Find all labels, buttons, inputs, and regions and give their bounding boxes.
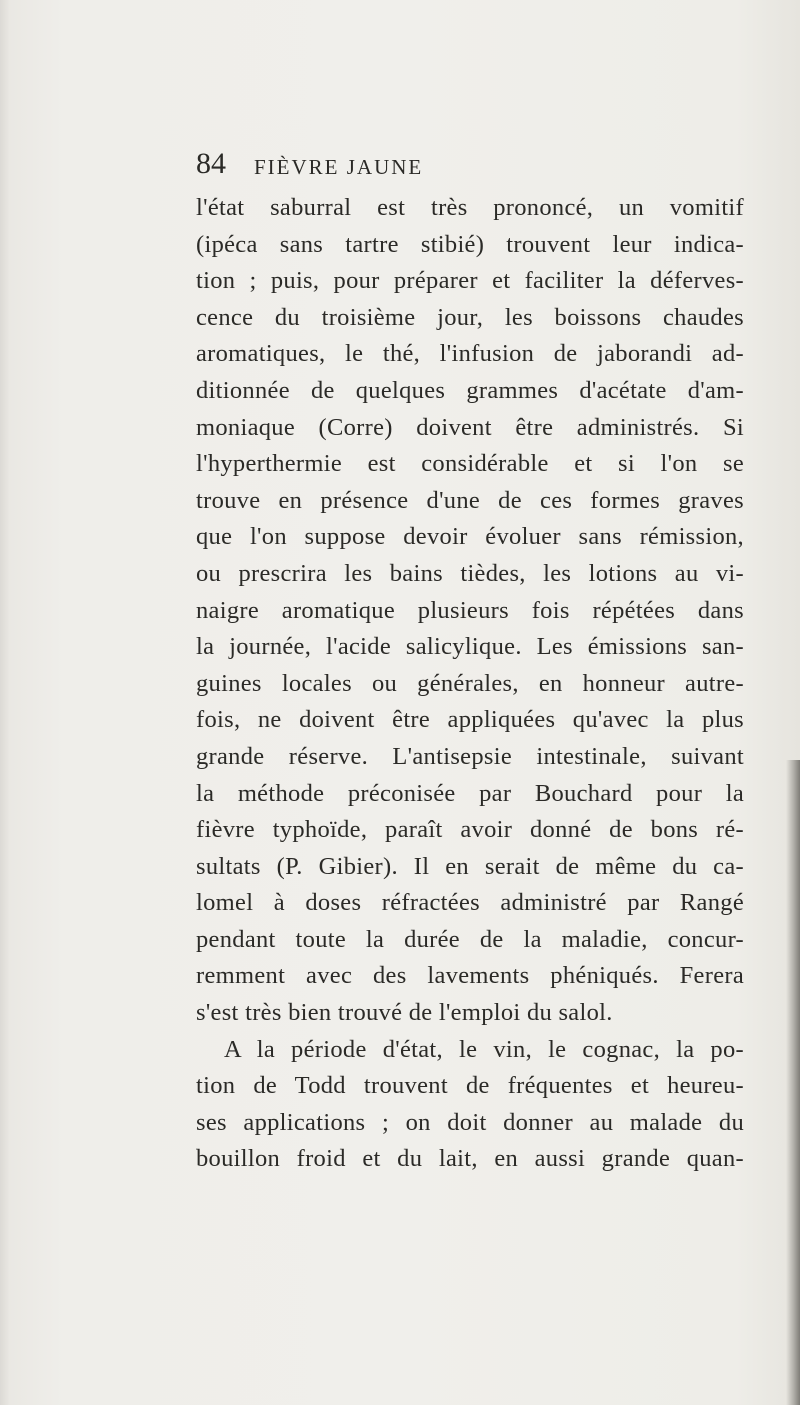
text-line: ses applications ; on doit donner au malade du: [196, 1108, 744, 1136]
text-line: s'est très bien trouvé de l'emploi du salol.: [196, 999, 613, 1027]
body-text: [196, 190, 744, 1178]
page-right-shadow: [786, 760, 800, 1405]
page-left-shadow: [0, 0, 10, 1405]
text-line: moniaque (Corre) doivent être administrés. Si: [196, 413, 744, 441]
text-line: ditionnée de quelques grammes d'acétate d'am-: [196, 376, 744, 404]
text-line: sultats (P. Gibier). Il en serait de même du ca-: [196, 852, 744, 880]
text-line: fièvre typhoïde, paraît avoir donné de bons ré-: [196, 816, 744, 844]
text-line: aromatiques, le thé, l'infusion de jaborandi ad-: [196, 340, 744, 368]
text-line: naigre aromatique plusieurs fois répétées dans: [196, 596, 744, 624]
page-number: 84: [196, 147, 226, 180]
text-line: lomel à doses réfractées administré par Rangé: [196, 889, 744, 917]
text-line: grande réserve. L'antisepsie intestinale, suivant: [196, 742, 744, 770]
text-line: tion de Todd trouvent de fréquentes et heureu-: [196, 1072, 744, 1100]
text-line: tion ; puis, pour préparer et faciliter la déferves-: [196, 267, 744, 295]
text-line: (ipéca sans tartre stibié) trouvent leur indica-: [196, 230, 744, 258]
text-line: fois, ne doivent être appliquées qu'avec la plus: [196, 706, 744, 734]
text-line: trouve en présence d'une de ces formes graves: [196, 486, 744, 514]
page-header: [196, 144, 616, 184]
text-line: la méthode préconisée par Bouchard pour la: [196, 779, 744, 807]
text-line: bouillon froid et du lait, en aussi grande quan-: [196, 1145, 744, 1173]
text-line: l'état saburral est très prononcé, un vomitif: [196, 194, 744, 221]
text-line: l'hyperthermie est considérable et si l'on se: [196, 450, 744, 478]
text-line: guines locales ou générales, en honneur autre-: [196, 669, 744, 697]
text-line: que l'on suppose devoir évoluer sans rémission,: [196, 523, 744, 551]
text-line: la journée, l'acide salicylique. Les émissions san-: [196, 633, 744, 661]
text-line: pendant toute la durée de la maladie, concur-: [196, 925, 744, 953]
text-line: A la période d'état, le vin, le cognac, la po-: [224, 1035, 744, 1063]
text-line: ou prescrira les bains tièdes, les lotions au vi-: [196, 559, 744, 587]
text-line: cence du troisième jour, les boissons chaudes: [196, 303, 744, 331]
running-title: FIÈVRE JAUNE: [254, 155, 424, 179]
text-line: remment avec des lavements phéniqués. Ferera: [196, 962, 744, 990]
